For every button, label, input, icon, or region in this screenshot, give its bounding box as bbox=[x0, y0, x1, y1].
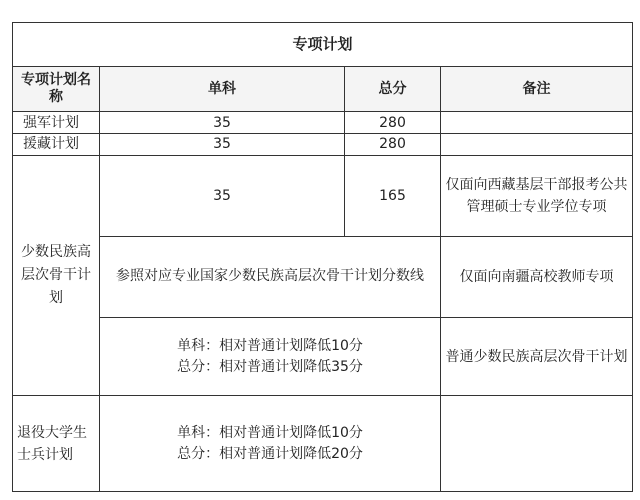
row-remark-yuanzang bbox=[441, 134, 633, 156]
row-remark-minority-2: 仅面向南疆高校教师专项 bbox=[441, 236, 633, 317]
row-single-yuanzang: 35 bbox=[100, 134, 345, 156]
row-remark-veterans bbox=[441, 396, 633, 492]
table-row bbox=[13, 396, 633, 492]
row-remark-minority-3: 普通少数民族高层次骨干计划 bbox=[441, 317, 633, 396]
single-reduction-line: 单科：相对普通计划降低10分 bbox=[177, 424, 363, 441]
table-row bbox=[13, 155, 633, 236]
header-remark: 备注 bbox=[441, 66, 633, 112]
row-remark-minority-1: 仅面向西藏基层干部报考公共管理硕士专业学位专项 bbox=[441, 155, 633, 236]
table-title: 专项计划 bbox=[13, 23, 633, 67]
header-row bbox=[13, 66, 633, 112]
row-total-qiangjun: 280 bbox=[345, 112, 441, 134]
total-reduction-line: 总分：相对普通计划降低20分 bbox=[177, 445, 363, 462]
table-row bbox=[13, 112, 633, 134]
row-score-veterans bbox=[100, 396, 441, 492]
row-single-qiangjun: 35 bbox=[100, 112, 345, 134]
row-score-minority-2: 参照对应专业国家少数民族高层次骨干计划分数线 bbox=[100, 236, 441, 317]
table-row bbox=[13, 317, 633, 396]
special-plan-table bbox=[12, 22, 633, 492]
row-name-minority: 少数民族高层次骨干计划 bbox=[13, 155, 100, 396]
row-total-minority-1: 165 bbox=[345, 155, 441, 236]
row-total-yuanzang: 280 bbox=[345, 134, 441, 156]
row-single-minority-1: 35 bbox=[100, 155, 345, 236]
total-reduction-line: 总分：相对普通计划降低35分 bbox=[177, 358, 363, 375]
header-plan-name: 专项计划名称 bbox=[13, 66, 100, 112]
single-reduction-line: 单科：相对普通计划降低10分 bbox=[177, 337, 363, 354]
row-score-minority-3 bbox=[100, 317, 441, 396]
row-remark-qiangjun bbox=[441, 112, 633, 134]
row-name-yuanzang: 援藏计划 bbox=[13, 134, 100, 156]
header-total: 总分 bbox=[345, 66, 441, 112]
row-name-qiangjun: 强军计划 bbox=[13, 112, 100, 134]
header-single: 单科 bbox=[100, 66, 345, 112]
table-row bbox=[13, 134, 633, 156]
table-row bbox=[13, 236, 633, 317]
row-name-veterans: 退役大学生士兵计划 bbox=[13, 396, 100, 492]
title-row bbox=[13, 23, 633, 67]
